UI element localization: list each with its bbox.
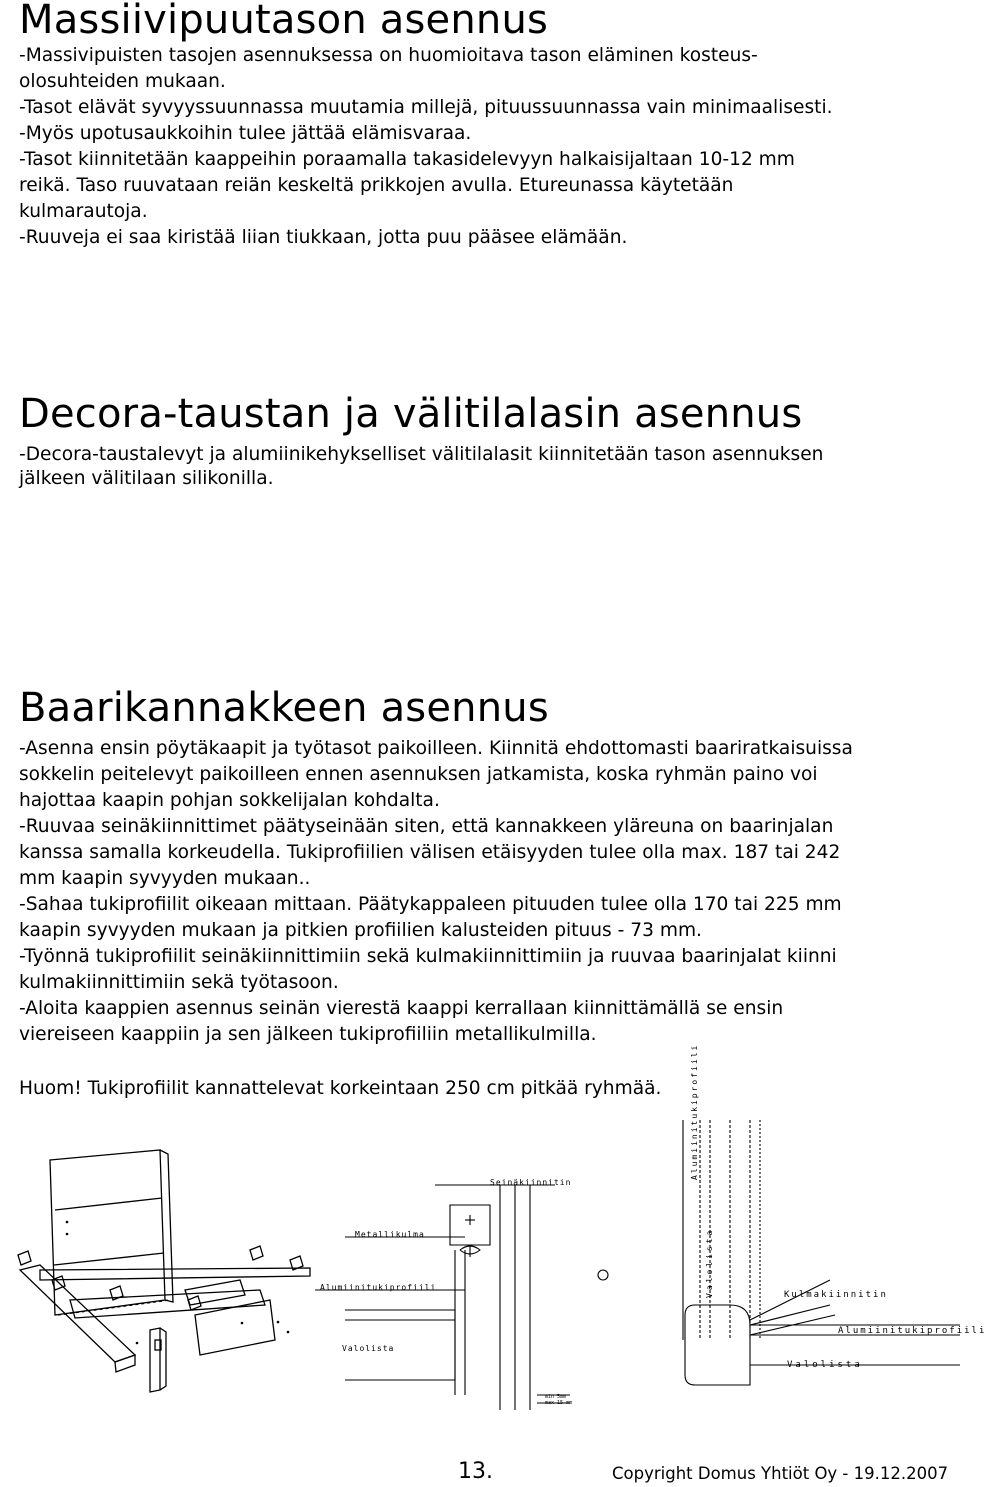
text-line: kulmakiinnittimiin sekä työtasoon. [19, 972, 339, 993]
label-min: min 5mm [545, 1394, 567, 1400]
label-max: max 15 mm [545, 1400, 573, 1406]
section-heading-bar-bracket: Baarikannakkeen asennus [19, 685, 549, 731]
text-line: viereiseen kaappiin ja sen jälkeen tukiprofiiliin metallikulmilla. [19, 1024, 597, 1045]
text-line: -Asenna ensin pöytäkaapit ja työtasot paikoilleen. Kiinnitä ehdottomasti baariratkaisuissa [19, 738, 853, 759]
text-line: -Ruuvaa seinäkiinnittimet päätyseinään siten, että kannakkeen yläreuna on baarinjalan [19, 816, 834, 837]
label-aluminium-profile-vertical: Alumiinitukiprofiili [690, 1043, 699, 1180]
section-body-bar-bracket [19, 736, 949, 1048]
note-text: Huom! Tukiprofiilit kannattelevat korkeintaan 250 cm pitkää ryhmää. [19, 1078, 662, 1099]
text-line: mm kaapin syvyyden mukaan.. [19, 868, 311, 889]
text-line: kulmarautoja. [19, 201, 148, 222]
text-line: -Tasot elävät syvyyssuunnassa muutamia millejä, pituussuunnassa vain minimaalisesti. [19, 97, 833, 118]
text-line: olosuhteiden mukaan. [19, 71, 226, 92]
page-number: 13. [458, 1459, 493, 1484]
label-metal-angle: Metallikulma [355, 1230, 425, 1239]
label-light-strip-right: Valolista [787, 1360, 863, 1370]
corner-bracket-illustration [590, 1110, 960, 1410]
label-light-strip-vertical: Valolista [705, 1227, 714, 1298]
text-line: sokkelin peitelevyt paikoilleen ennen asennuksen jatkamista, koska ryhmän paino voi [19, 764, 818, 785]
text-line: hajottaa kaapin pohjan sokkelijalan kohdalta. [19, 790, 440, 811]
text-line: -Sahaa tukiprofiilit oikeaan mittaan. Päätykappaleen pituuden tulee olla 170 tai 225 mm [19, 894, 842, 915]
section-heading-worktop: Massiivipuutason asennus [19, 0, 549, 43]
text-line: -Aloita kaappien asennus seinän vierestä kaappi kerrallaan kiinnittämällä se ensin [19, 998, 784, 1019]
label-aluminium-profile-left: Alumiinitukiprofiili [320, 1283, 437, 1292]
label-corner-fastener: Kulmakiinnitin [784, 1290, 888, 1300]
text-line: jälkeen välitilaan silikonilla. [19, 468, 274, 490]
section-body-worktop [19, 43, 949, 251]
label-wall-fastener: Seinäkiinnitin [490, 1178, 572, 1187]
section-heading-backsplash: Decora-taustan ja välitilalasin asennus [19, 391, 803, 437]
section-body-backsplash [19, 443, 949, 491]
label-light-strip-left: Valolista [342, 1344, 395, 1353]
text-line: -Työnnä tukiprofiilit seinäkiinnittimiin sekä kulmakiinnittimiin ja ruuvaa baarinjalat kiinni [19, 946, 837, 967]
text-line: -Decora-taustalevyt ja alumiinikehykselliset välitilalasit kiinnitetään tason asennuksen [19, 444, 824, 465]
text-line: -Ruuveja ei saa kiristää liian tiukkaan, jotta puu pääsee elämään. [19, 227, 628, 248]
text-line: kanssa samalla korkeudella. Tukiprofiilien välisen etäisyyden tulee olla max. 187 tai 242 [19, 842, 841, 863]
text-line: -Tasot kiinnitetään kaappeihin poraamalla takasidelevyyn halkaisijaltaan 10-12 mm [19, 149, 795, 170]
copyright-text: Copyright Domus Yhtiöt Oy - 19.12.2007 [612, 1464, 949, 1483]
cabinet-assembly-illustration [10, 1150, 340, 1400]
text-line: -Massivipuisten tasojen asennuksessa on huomioitava tason eläminen kosteus- [19, 45, 758, 66]
text-line: -Myös upotusaukkoihin tulee jättää elämisvaraa. [19, 123, 472, 144]
text-line: reikä. Taso ruuvataan reiän keskeltä prikkojen avulla. Etureunassa käytetään [19, 175, 734, 196]
label-aluminium-profile-right: Alumiinitukiprofiili [838, 1326, 986, 1336]
text-line: kaapin syvyyden mukaan ja pitkien profiilien kalusteiden pituus - 73 mm. [19, 920, 702, 941]
